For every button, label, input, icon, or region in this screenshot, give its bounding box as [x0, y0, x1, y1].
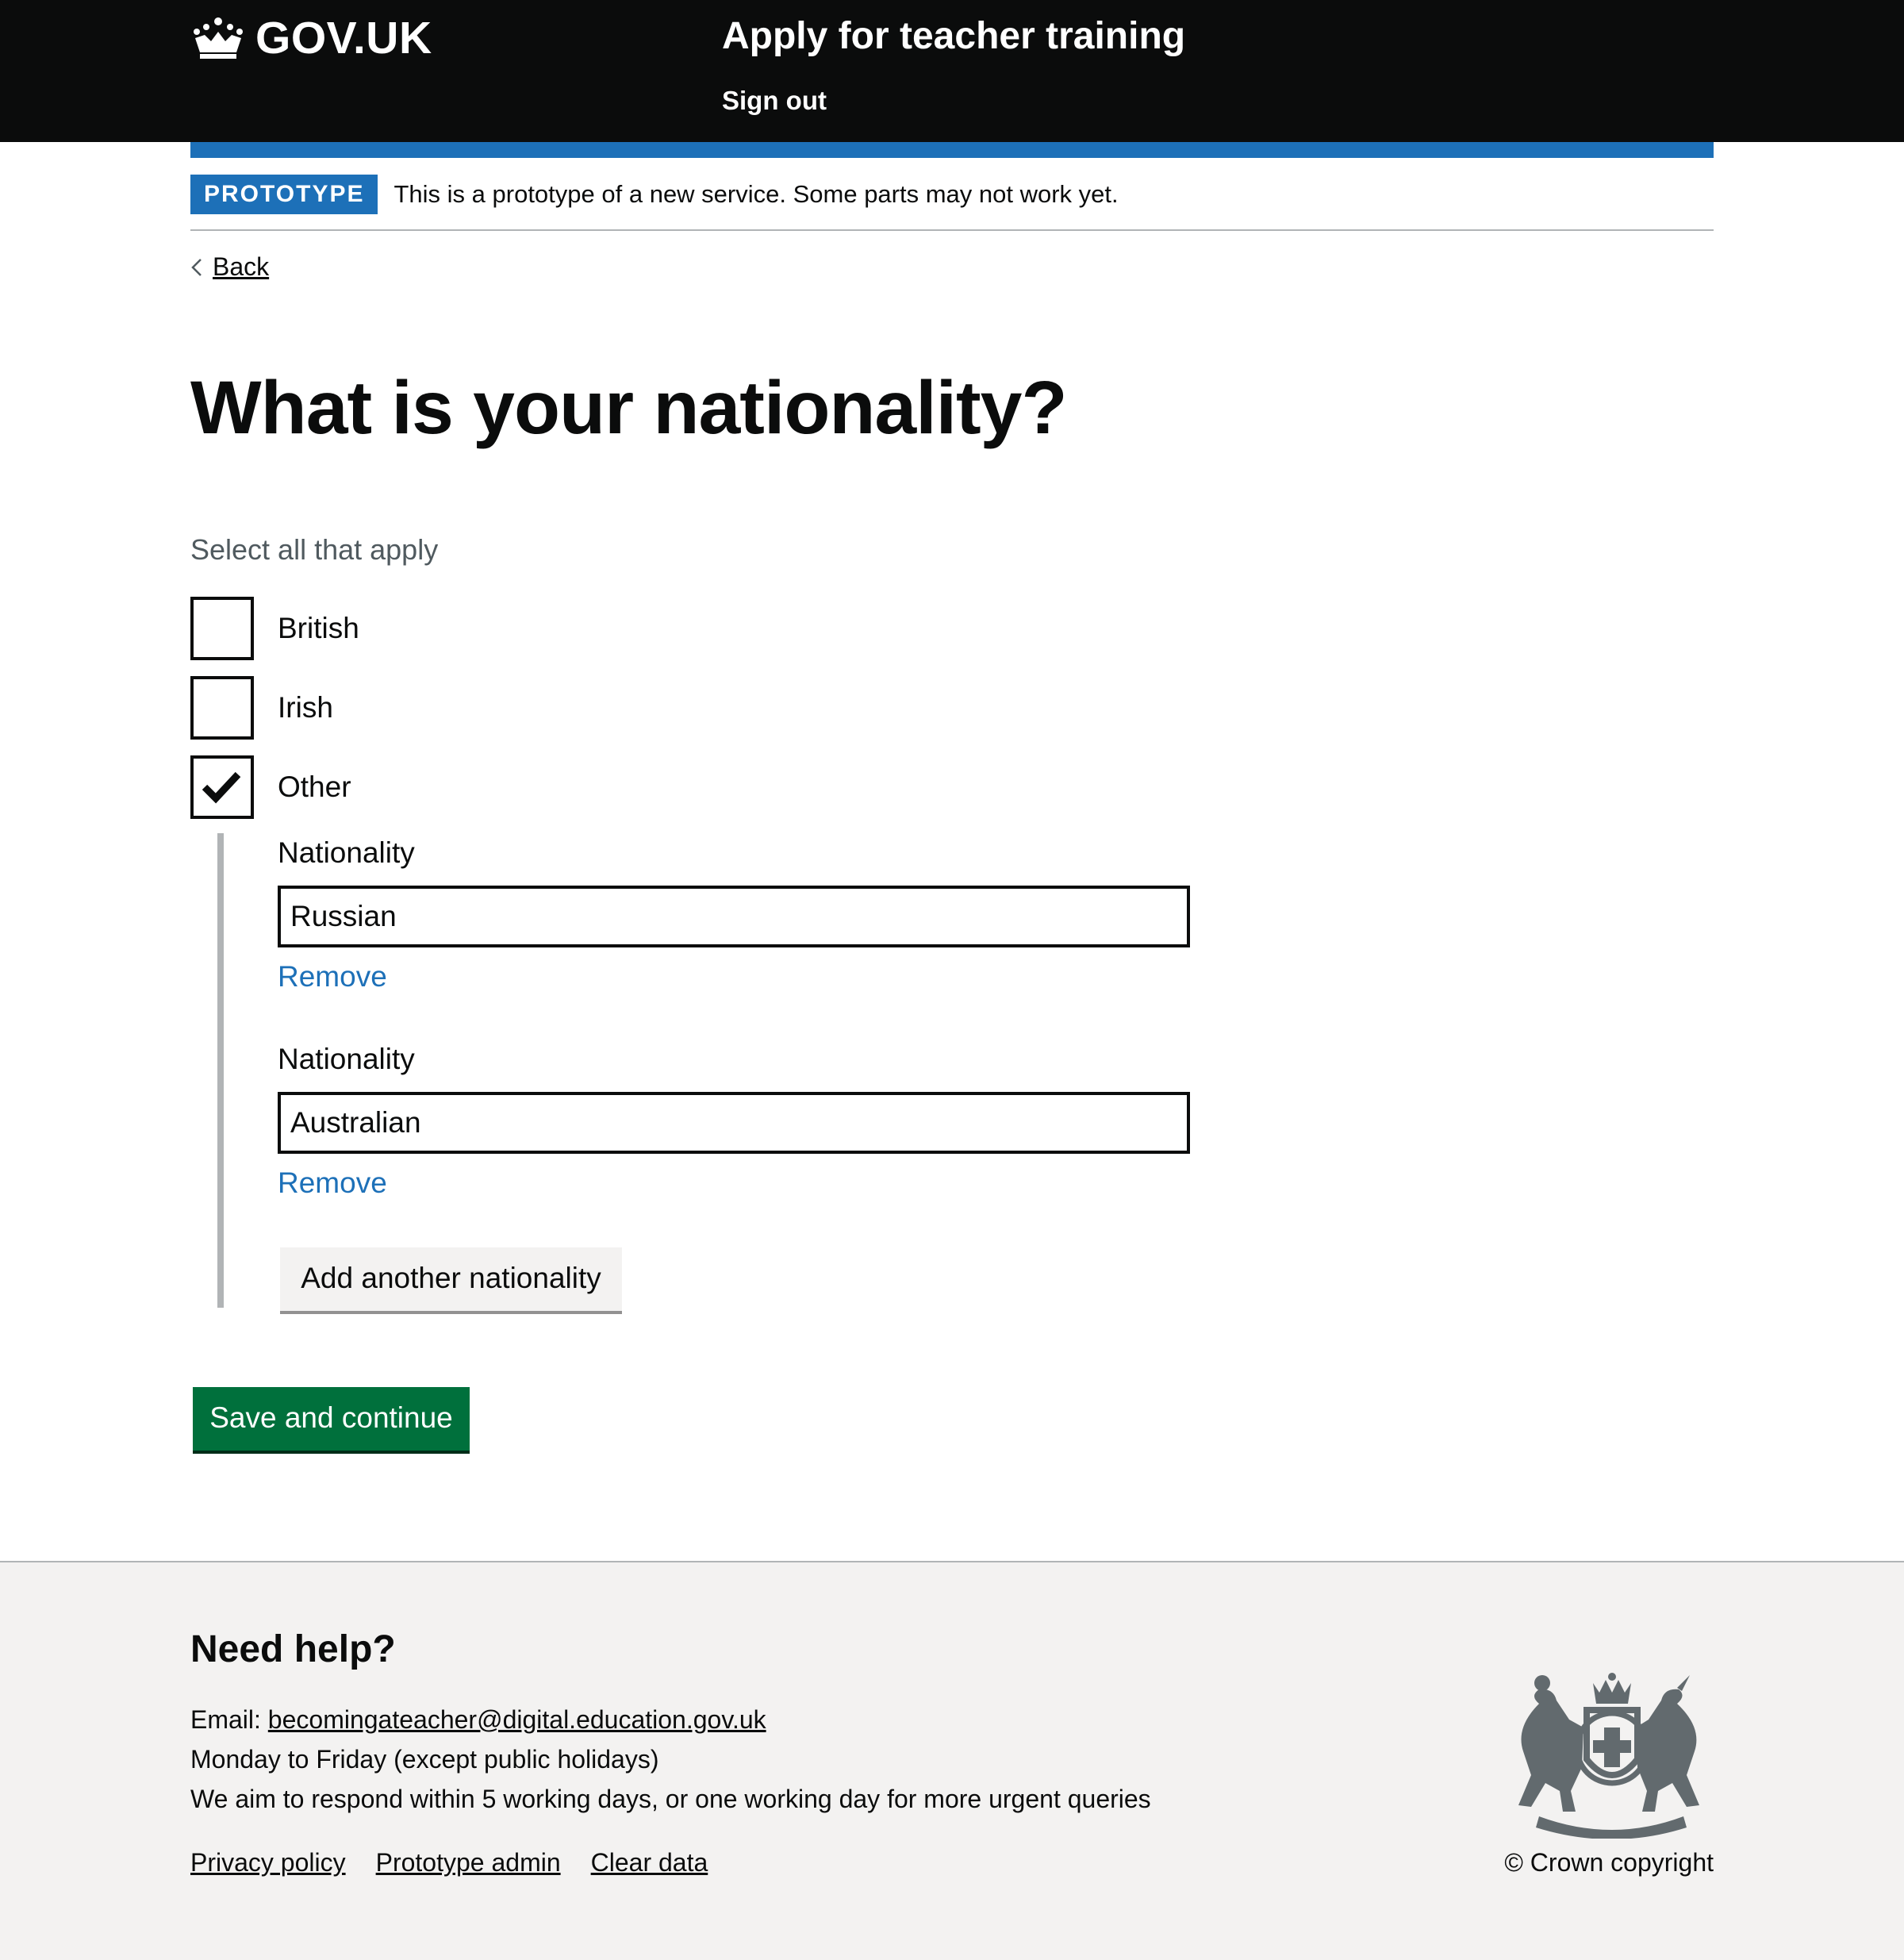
help-heading: Need help?: [190, 1628, 396, 1670]
email-prefix: Email:: [190, 1705, 268, 1734]
nationality-input[interactable]: Australian: [278, 1092, 1190, 1154]
hint-text: Select all that apply: [190, 533, 439, 566]
checkbox-box[interactable]: [190, 597, 254, 660]
contact-hours: Monday to Friday (except public holidays): [190, 1745, 659, 1774]
nationality-label: Nationality: [278, 836, 415, 869]
checkbox-label[interactable]: Other: [278, 771, 351, 803]
conditional-reveal-border: [217, 833, 224, 1308]
clear-data-link[interactable]: Clear data: [590, 1848, 708, 1877]
response-time: We aim to respond within 5 working days, or one working day for more urgent queries: [190, 1785, 1151, 1813]
footer-links: [190, 1848, 708, 1877]
back-link[interactable]: [190, 252, 269, 282]
checkbox-other[interactable]: [190, 755, 984, 819]
site-footer: [0, 1561, 1904, 1960]
prototype-admin-link[interactable]: Prototype admin: [375, 1848, 561, 1877]
logo-text: GOV.UK: [255, 13, 432, 63]
govuk-logo[interactable]: [190, 14, 432, 62]
site-header: [0, 0, 1904, 142]
chevron-left-icon: [190, 257, 203, 278]
service-name[interactable]: Apply for teacher training: [722, 15, 1186, 57]
checkbox-box[interactable]: [190, 676, 254, 740]
sign-out-link[interactable]: Sign out: [722, 86, 827, 115]
remove-nationality-link[interactable]: Remove: [278, 960, 387, 993]
email-link[interactable]: becomingateacher@digital.education.gov.uk: [267, 1705, 766, 1734]
back-link-label: Back: [213, 252, 270, 281]
checkbox-label[interactable]: Irish: [278, 691, 333, 724]
check-icon: [202, 768, 243, 806]
phase-banner: [190, 175, 1714, 231]
header-accent-bar: [190, 142, 1714, 158]
crown-copyright[interactable]: © Crown copyright: [1504, 1848, 1714, 1877]
checkbox-box[interactable]: [190, 755, 254, 819]
privacy-policy-link[interactable]: Privacy policy: [190, 1848, 346, 1877]
save-and-continue-button[interactable]: Save and continue: [193, 1387, 470, 1451]
phase-text: This is a prototype of a new service. Some parts may not work yet.: [393, 180, 1119, 208]
add-another-nationality-button[interactable]: Add another nationality: [280, 1247, 622, 1311]
nationality-input[interactable]: Russian: [278, 886, 1190, 947]
checkbox-british[interactable]: [190, 597, 984, 660]
crown-icon: [190, 16, 246, 60]
checkbox-irish[interactable]: [190, 676, 984, 740]
checkbox-label[interactable]: British: [278, 612, 359, 644]
remove-nationality-link[interactable]: Remove: [278, 1166, 387, 1199]
nationality-label: Nationality: [278, 1043, 415, 1075]
contact-email: [190, 1705, 766, 1735]
phase-tag: PROTOTYPE: [190, 175, 378, 214]
page-title: What is your nationality?: [190, 366, 1067, 450]
royal-coat-of-arms-icon: [1507, 1672, 1710, 1839]
